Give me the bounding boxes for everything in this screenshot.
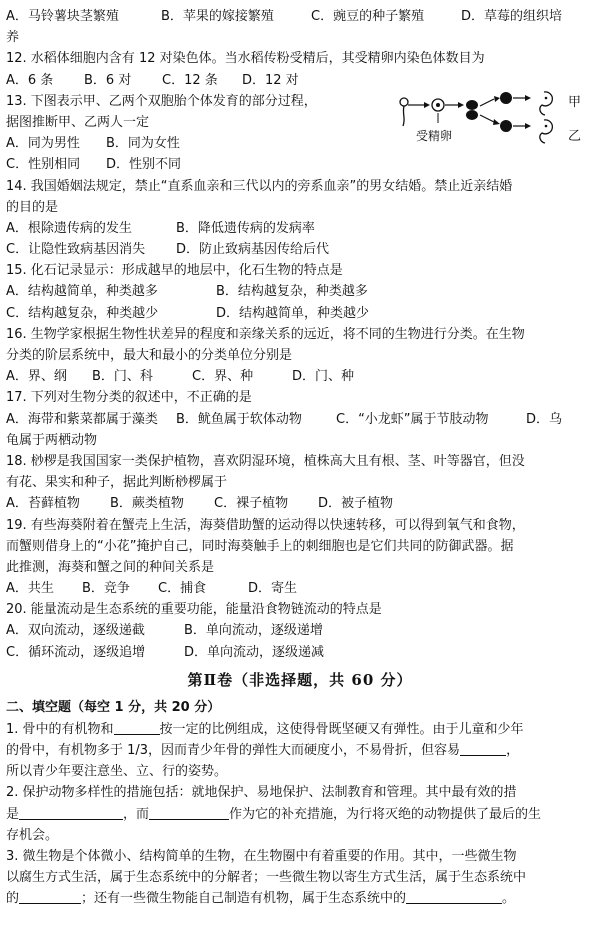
q16-option-b: B．门、科 <box>92 369 153 385</box>
fill-2-text-c: ，而 <box>123 806 150 822</box>
q17-option-d: D．乌 <box>526 411 563 427</box>
fill-1-blank-1[interactable] <box>114 720 160 735</box>
q19-option-d: D．寄生 <box>248 581 298 597</box>
q17-stem: 17. 下列对生物分类的叙述中，不正确的是 <box>6 390 252 406</box>
q17-option-a: A．海带和紫菜都属于藻类 <box>6 411 158 427</box>
fetus-a-icon <box>540 92 552 115</box>
q20-option-c: C．循环流动，逐级追增 <box>6 644 146 660</box>
fill-3-text-c: 的 <box>6 891 20 907</box>
q15-stem: 15. 化石记录显示：形成越早的地层中，化石生物的特点是 <box>6 263 343 279</box>
q19-option-b: B．竞争 <box>82 581 130 597</box>
q18-option-a: A．苔藓植物 <box>6 496 80 512</box>
fill-2-line-3: 存机会。 <box>6 827 59 843</box>
q11-option-c: C．豌豆的种子繁殖 <box>311 9 425 24</box>
q18-option-d: D．被子植物 <box>318 496 394 512</box>
q15-option-a: A．结构越简单，种类越多 <box>6 284 158 300</box>
fill-1-line-3: 所以青少年要注意坐、立、行的姿势。 <box>6 764 228 780</box>
fill-1-text-d: ， <box>506 743 520 758</box>
fertilized-egg-label: 受精卵 <box>416 129 453 143</box>
q14-option-a: A．根除遗传病的发生 <box>6 220 132 236</box>
fill-1-text-c: 的骨中，有机物多于 1/3，因而青少年骨的弹性大而硬度小，不易骨折，但容易 <box>6 743 461 758</box>
fill-3-text-e: 。 <box>502 891 516 907</box>
fill-2-line-2 <box>6 804 594 825</box>
twin-b-label: 乙 <box>568 129 582 144</box>
q12-stem: 12. 水稻体细胞内含有 12 对染色体。当水稻传粉受精后，其受精卵内染色体数目为 <box>6 51 485 67</box>
section-2-title: 第Ⅱ卷（非选择题，共 60 分） <box>187 670 413 689</box>
q19-options <box>6 578 594 599</box>
fill-1-text-b: 按一定的比例组成，这使得骨既坚硬又有弹性。由于儿童和少年 <box>159 721 524 737</box>
fill-3-line-2: 以腐生方式生活，属于生态系统中的分解者；一些微生物以寄生方式生活，属于生态系统中 <box>6 870 527 886</box>
q17-option-b: B．鱿鱼属于软体动物 <box>176 411 302 427</box>
q19-stem-3: 此推测，海葵和蟹之间的种间关系是 <box>6 559 215 575</box>
q19-stem-1: 19. 有些海葵附着在蟹壳上生活，海葵借助蟹的运动得以快速转移，可以得到氧气和食物， <box>6 517 525 533</box>
q11-option-b: B．苹果的嫁接繁殖 <box>161 9 274 24</box>
q15-option-b: B．结构越复杂，种类越多 <box>216 284 368 300</box>
fetus-b-icon <box>540 120 552 143</box>
q11-wrap: 养 <box>6 30 20 46</box>
sperm-egg-icon <box>400 98 408 126</box>
fill-3-blank-1[interactable] <box>19 889 81 904</box>
q20-option-d: D．单向流动，逐级递减 <box>184 644 325 660</box>
fill-2-blank-2[interactable] <box>149 805 229 820</box>
q15-option-d: D．结构越简单，种类越少 <box>216 305 370 321</box>
q12-option-b: B．6 对 <box>84 72 132 88</box>
fill-1-text-a: 1. 骨中的有机物和 <box>6 721 114 737</box>
q16-stem-2: 分类的阶层系统中，最大和最小的分类单位分别是 <box>6 348 293 363</box>
q16-options <box>6 366 594 387</box>
q20-stem: 20. 能量流动是生态系统的重要功能，能量沿食物链流动的特点是 <box>6 602 382 618</box>
q14-stem-1: 14. 我国婚姻法规定，禁止“直系血亲和三代以内的旁系血亲”的男女结婚。禁止近亲结婚 <box>6 178 513 194</box>
q19-option-c: C．捕食 <box>158 581 207 597</box>
fill-1-line-1 <box>6 719 594 740</box>
q13-option-d: D．性别不同 <box>106 157 182 173</box>
q17-option-c: C．“小龙虾”属于节肢动物 <box>336 411 489 427</box>
q16-option-d: D．门、种 <box>292 369 355 385</box>
fill-3-line-1: 3. 微生物是个体微小、结构简单的生物，在生物圈中有着重要的作用。其中，一些微生物 <box>6 848 517 864</box>
q18-option-c: C．裸子植物 <box>214 496 289 512</box>
q13-option-c: C．性别相同 <box>6 157 81 173</box>
q17-wrap: 龟属于两栖动物 <box>6 432 98 448</box>
q18-stem-1: 18. 桫椤是我国国家一类保护植物，喜欢阴湿环境，植株高大且有根、茎、叶等器官，但没 <box>6 453 525 469</box>
q17-options <box>6 409 594 430</box>
q13-option-b: B．同为女性 <box>106 136 180 152</box>
q15-options-row2 <box>6 303 594 324</box>
q18-stem-2: 有花、果实和种子，据此判断桫椤属于 <box>6 475 228 491</box>
fill-2-blank-1[interactable] <box>19 805 123 820</box>
q18-options <box>6 493 594 514</box>
q20-options-row2 <box>6 642 594 663</box>
q11-option-a: A．马铃薯块茎繁殖 <box>6 9 119 24</box>
twin-development-diagram <box>394 90 594 154</box>
q14-option-b: B．降低遗传病的发病率 <box>176 220 315 236</box>
fill-2-line-1: 2. 保护动物多样性的措施包括：就地保护、易地保护、法制教育和管理。其中最有效的措 <box>6 785 517 801</box>
q14-options-row1 <box>6 218 594 239</box>
q13-options-row1 <box>6 133 401 154</box>
q19-stem-2: 而蟹则借身上的“小花”掩护自己，同时海葵触手上的刺细胞也是它们共同的防御武器。据 <box>6 538 514 554</box>
fill-3-text-d: ；还有一些微生物能自己制造有机物，属于生态系统中的 <box>81 891 407 907</box>
fill-1-blank-2[interactable] <box>460 741 506 756</box>
embryo-b-icon <box>500 120 512 132</box>
fill-2-text-d: 作为它的补充措施，为行将灭绝的动物提供了最后的生 <box>229 806 542 822</box>
q20-options-row1 <box>6 620 594 641</box>
q12-option-d: D．12 对 <box>242 72 299 88</box>
q12-options <box>6 70 594 91</box>
q16-option-c: C．界、种 <box>192 369 254 385</box>
q15-options-row1 <box>6 281 594 302</box>
fill-3-line-3 <box>6 888 594 909</box>
embryo-a-icon <box>500 92 512 104</box>
fill-1-line-2 <box>6 740 594 761</box>
q16-option-a: A．界、纲 <box>6 369 67 385</box>
q14-option-c: C．让隐性致病基因消失 <box>6 242 146 258</box>
fill-3-blank-2[interactable] <box>406 889 502 904</box>
q13-stem-1: 13. 下图表示甲、乙两个双胞胎个体发育的部分过程， <box>6 93 317 109</box>
q11-options <box>6 6 594 27</box>
q18-option-b: B．蕨类植物 <box>110 496 184 512</box>
q12-option-a: A．6 条 <box>6 72 54 88</box>
q13-option-a: A．同为男性 <box>6 136 80 152</box>
q13-options-row2 <box>6 154 401 175</box>
cell-division-icon <box>466 100 478 120</box>
q11-option-d: D．草莓的组织培 <box>461 9 563 24</box>
fill-2-text-b: 是 <box>6 806 20 822</box>
q16-stem-1: 16. 生物学家根据生物性状差异的程度和亲缘关系的远近，将不同的生物进行分类。在生物 <box>6 326 525 342</box>
q20-option-b: B．单向流动，逐级递增 <box>184 623 323 639</box>
section-2-part-heading: 二、填空题（每空 1 分，共 20 分） <box>6 699 221 715</box>
q15-option-c: C．结构越复杂，种类越少 <box>6 305 159 321</box>
exam-page <box>6 6 594 910</box>
q20-option-a: A．双向流动，逐级递截 <box>6 623 145 639</box>
q12-option-c: C．12 条 <box>162 72 218 88</box>
twin-a-label: 甲 <box>568 95 582 110</box>
q13-stem-2: 据图推断甲、乙两人一定 <box>6 114 150 130</box>
q14-options-row2 <box>6 239 594 260</box>
q14-option-d: D．防止致病基因传给后代 <box>176 242 330 258</box>
q14-stem-2: 的目的是 <box>6 199 59 215</box>
q19-option-a: A．共生 <box>6 581 54 597</box>
